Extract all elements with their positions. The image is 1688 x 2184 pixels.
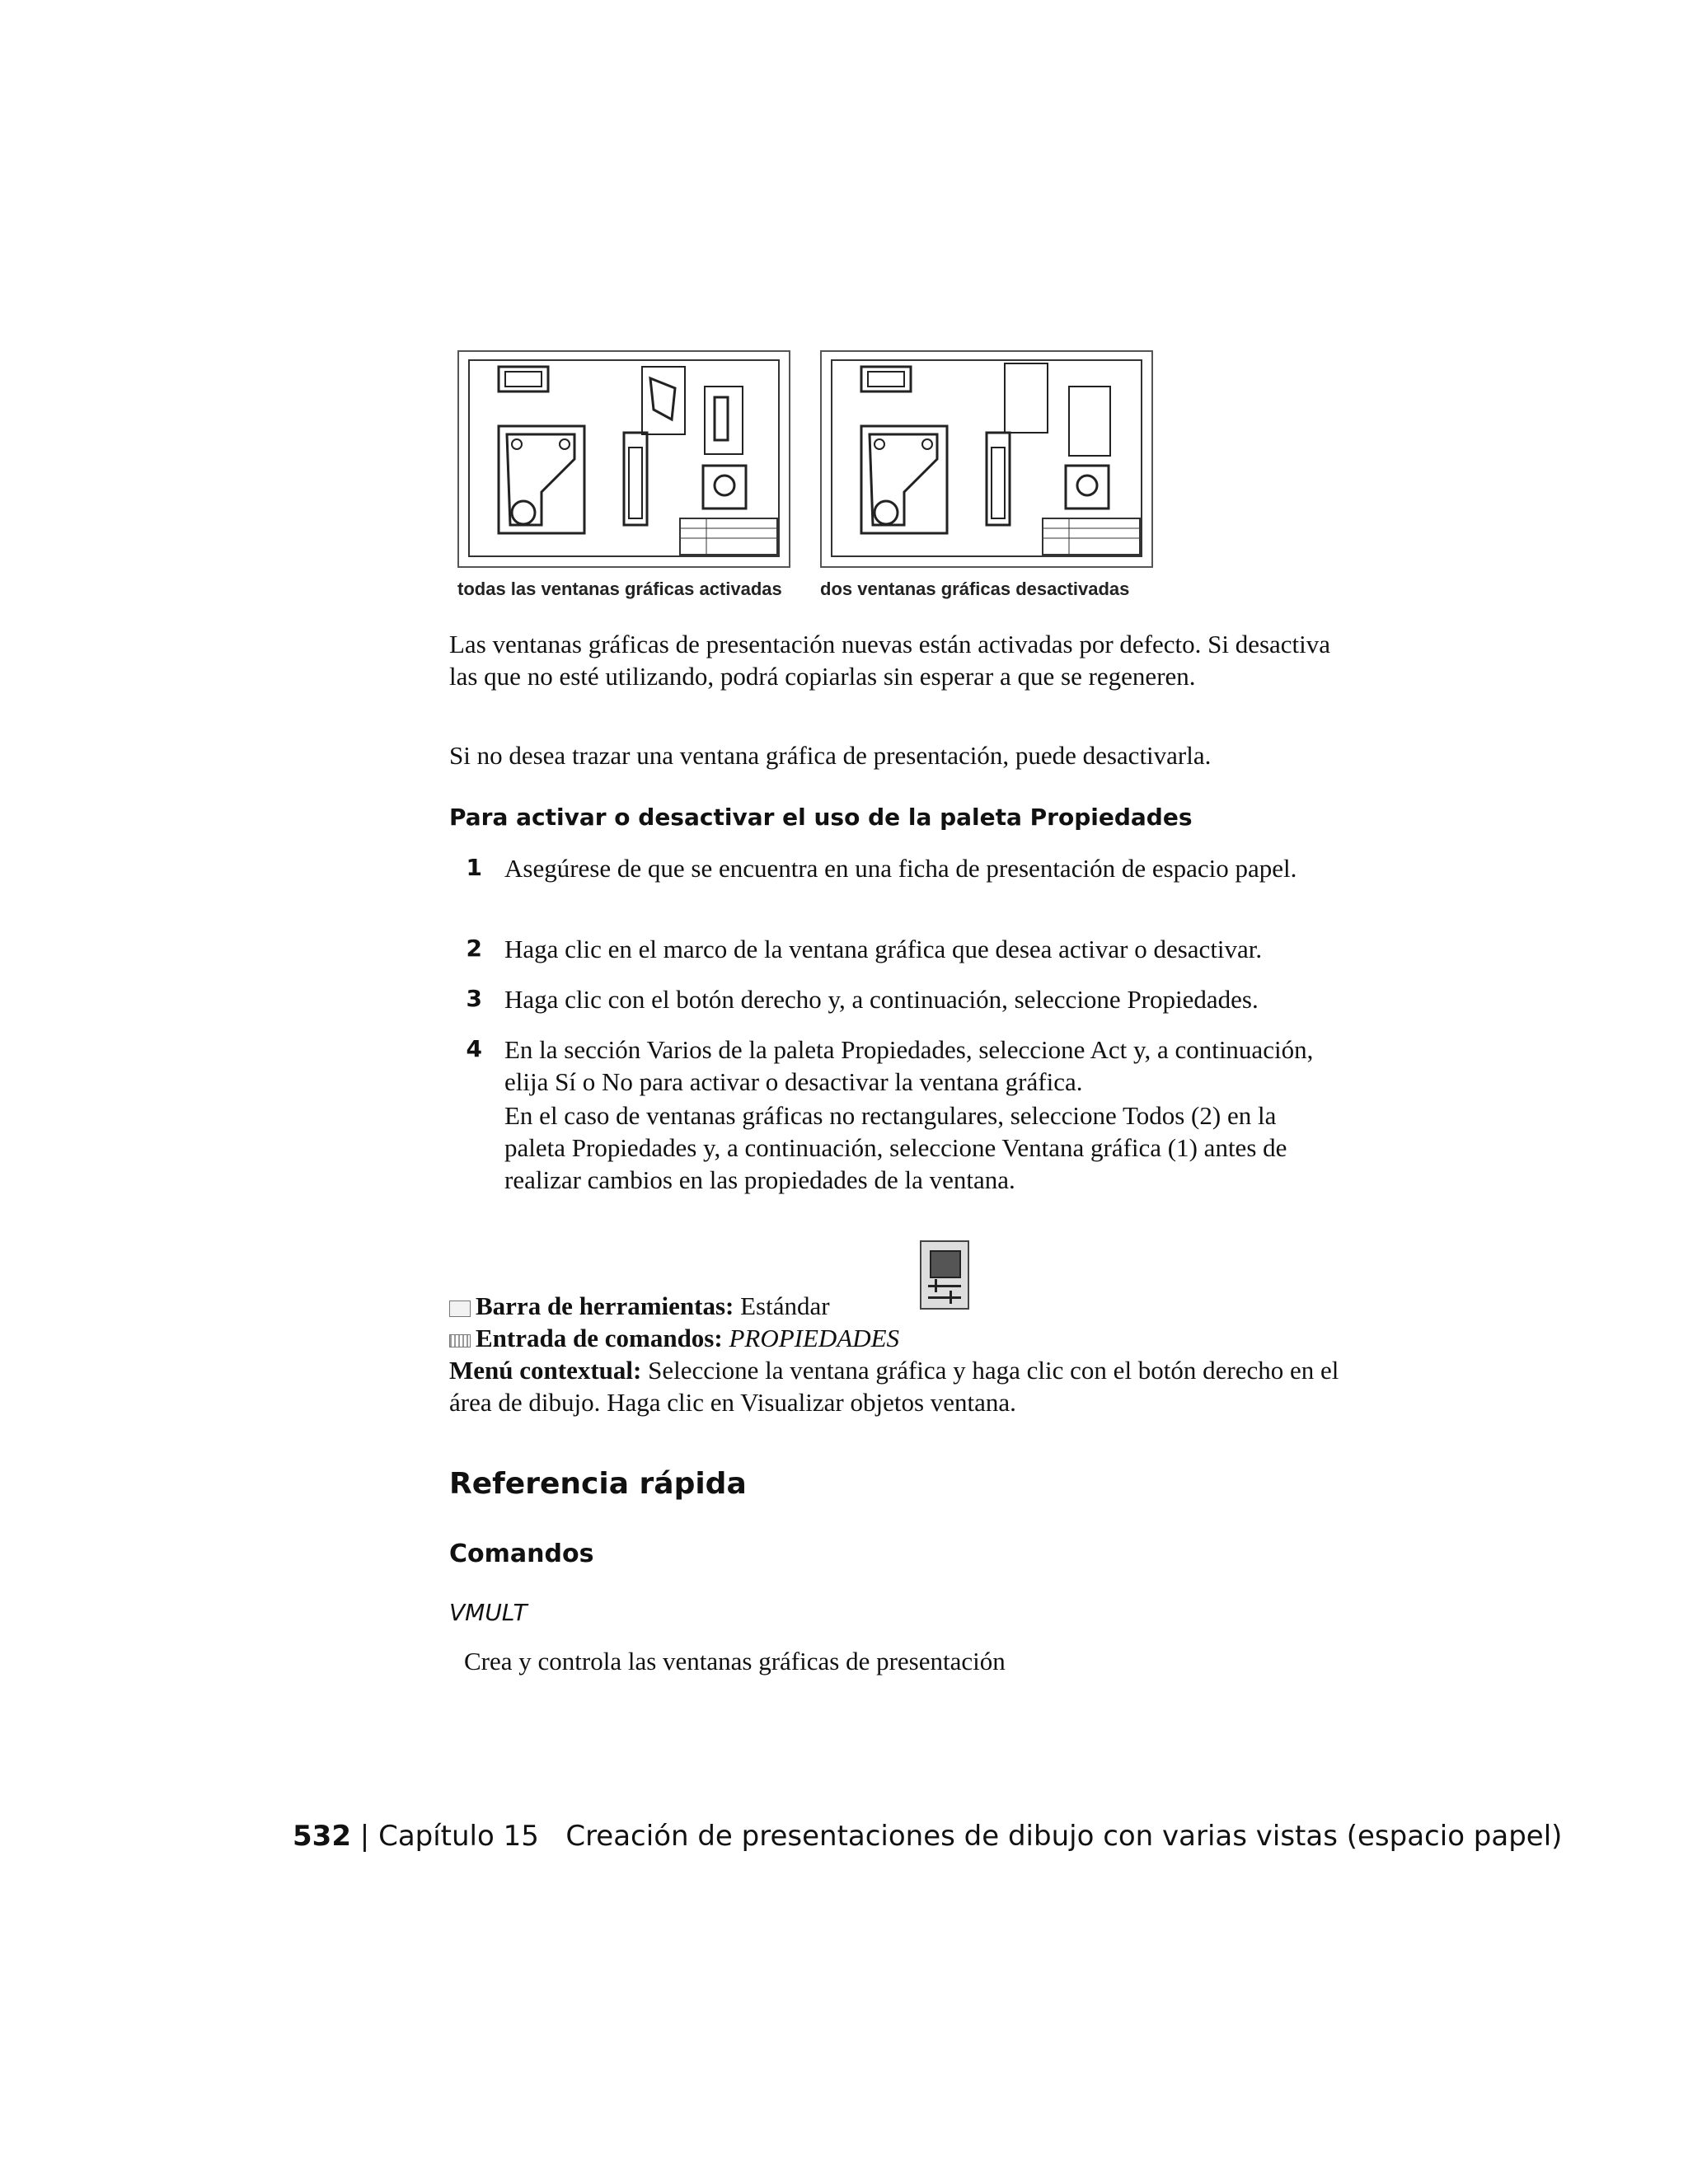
page-number: 532: [293, 1820, 351, 1853]
layout-drawing-off-image: [822, 352, 1151, 566]
toolbar-label: Barra de herramientas:: [476, 1291, 734, 1320]
command-name-link[interactable]: VMULT: [449, 1599, 528, 1626]
properties-icon-slider-2: [928, 1296, 961, 1299]
step-text: Haga clic en el marco de la ventana gráfica que desea activar o desactivar.: [504, 935, 1263, 963]
toolbar-icon: [449, 1301, 471, 1317]
figure-left-caption: todas las ventanas gráficas activadas: [457, 579, 782, 599]
chapter-label: Capítulo 15: [378, 1820, 539, 1853]
command-access-line: [449, 1322, 899, 1354]
step-number: 3: [466, 985, 482, 1012]
layout-drawing-on-image: [459, 352, 789, 566]
properties-icon-square: [930, 1250, 961, 1278]
step-note: En el caso de ventanas gráficas no rectangulares, seleccione Todos (2) en la paleta Propiedades y, a continuación, seleccione Ventana gráfica (1) antes de realizar cambios en las propiedades de la ventana.: [504, 1101, 1287, 1194]
properties-icon-slider-knob-1: [935, 1279, 937, 1292]
command-line-icon: [449, 1334, 471, 1347]
intro-paragraph-1: Las ventanas gráficas de presentación nuevas están activadas por defecto. Si desactiva las que no esté utilizando, podrá copiarlas sin esperar a que se regeneren.: [449, 630, 1331, 691]
command-value: PROPIEDADES: [729, 1324, 900, 1352]
procedure-title: Para activar o desactivar el uso de la paleta Propiedades: [449, 804, 1193, 831]
step-number: 4: [466, 1035, 482, 1062]
step-number: 1: [466, 854, 482, 881]
intro-paragraph-2: Si no desea trazar una ventana gráfica de presentación, puede desactivarla.: [449, 741, 1212, 770]
toolbar-access-line: [449, 1290, 830, 1322]
step-text: Haga clic con el botón derecho y, a continuación, seleccione Propiedades.: [504, 985, 1259, 1014]
figure-two-viewports-off: [820, 350, 1153, 568]
context-menu-value: Seleccione la ventana gráfica y haga clic con el botón derecho en el área de dibujo. Haga clic en Visualizar objetos ventana.: [449, 1356, 1339, 1417]
context-menu-label: Menú contextual:: [449, 1356, 642, 1385]
properties-button-icon[interactable]: [920, 1240, 969, 1310]
command-label: Entrada de comandos:: [476, 1324, 723, 1352]
commands-heading: Comandos: [449, 1540, 594, 1568]
figure-right-caption: dos ventanas gráficas desactivadas: [820, 579, 1130, 599]
command-description: Crea y controla las ventanas gráficas de presentación: [464, 1647, 1006, 1675]
step-text: Asegúrese de que se encuentra en una ficha de presentación de espacio papel.: [504, 854, 1297, 883]
step-text: En la sección Varios de la paleta Propiedades, seleccione Act y, a continuación, elija Sí o No para activar o desactivar la ventana gráfica.: [504, 1035, 1314, 1096]
step-number: 2: [466, 935, 482, 962]
toolbar-value: Estándar: [740, 1291, 830, 1320]
quick-reference-heading: Referencia rápida: [449, 1467, 747, 1501]
figure-all-viewports-on: [457, 350, 790, 568]
page-footer: [293, 1820, 1562, 1853]
context-menu-access: [449, 1354, 1339, 1418]
properties-icon-slider-knob-2: [950, 1291, 952, 1304]
chapter-title: Creación de presentaciones de dibujo con varias vistas (espacio papel): [565, 1820, 1563, 1853]
footer-separator: |: [359, 1820, 370, 1853]
properties-icon-slider-1: [928, 1285, 961, 1287]
